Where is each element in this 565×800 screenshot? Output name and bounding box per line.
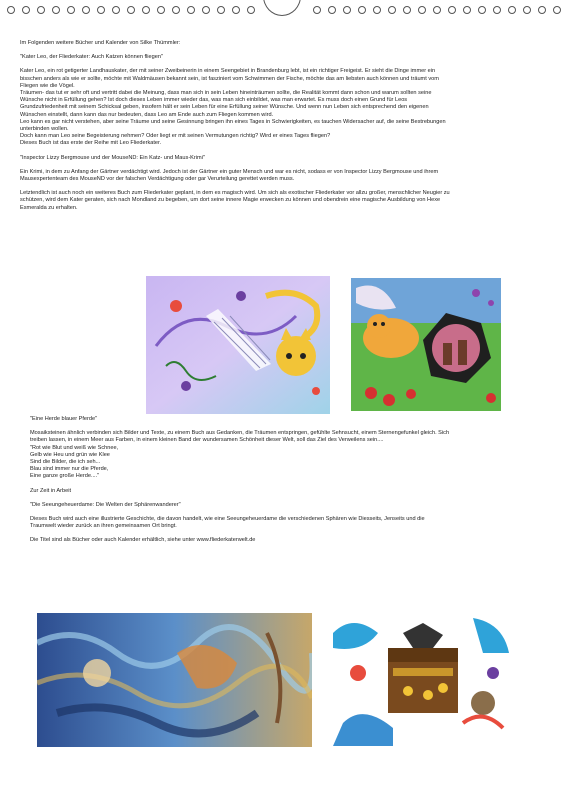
- book-title: "Kater Leo, der Fliederkater: Auch Katzen können fliegen": [20, 54, 163, 61]
- text-line: Grundzufriedenheit mit seinem Schicksal geben, insofern hält er sein Leben für eine Erfüllung seiner Wünsche. Und wenn nun Leben sich entsprechend den eigenen: [20, 104, 429, 111]
- binder-ring: [433, 6, 441, 14]
- text-line: Mausexpertenteam des MouseND vor der falschen Verdächtigung oder gar Verurteilung gerettet werden muss.: [20, 176, 295, 183]
- text-line: Leo kann es gar nicht verstehen, aber seine Träume und seine Gesinnung bringen ihn eines Tages in Schwierigkeiten, es tauchen Widersacher auf, die seine Bestrebungen: [20, 118, 446, 125]
- text-line: Doch kann man Leo seine Begeisterung nehmen? Oder liegt er mit seinen Vermutungen richtig? Wird er eines Tages fliegen?: [20, 133, 331, 140]
- poem-line: "Rot wie Blut und weiß wie Schnee,: [30, 444, 119, 451]
- binder-ring: [172, 6, 180, 14]
- intro-text: Im Folgenden weitere Bücher und Kalender von Silke Thümmler:: [20, 40, 181, 46]
- binder-ring: [418, 6, 426, 14]
- flying-cat-painting: [146, 276, 330, 414]
- winged-cat-painting: [351, 278, 501, 411]
- binder-rings: [0, 0, 565, 20]
- poem-line: Gelb wie Heu und grün wie Klee: [30, 451, 110, 458]
- text-line: Wünsche nicht in Erfüllung gehen? Ist doch dieses Leben immer wieder das, was man sich einbildet, was man erwartet. Es muss doch einen Grund für Leos: [20, 97, 408, 104]
- top-text: [20, 40, 545, 219]
- middle-text: [30, 416, 540, 552]
- binder-ring: [232, 6, 240, 14]
- binder-ring: [157, 6, 165, 14]
- binder-ring: [358, 6, 366, 14]
- binder-ring: [478, 6, 486, 14]
- binder-ring: [523, 6, 531, 14]
- text-line: Träumen- das tut er sehr oft und vertritt dabei die Meinung, dass man sich in sein Leben hineinträumen sollte, die Realität kommt dann schon und warum sollten seine: [20, 90, 432, 97]
- text-line: Ein Krimi, in dem zu Anfang der Gärtner verdächtigt wird. Jedoch ist der Gärtner ein guter Mensch und war es nicht, sodass er von Inspector Lizzy Bergmouse und ihrem: [20, 168, 439, 175]
- poem-line: Eine ganze große Herde....": [30, 473, 100, 480]
- treasure-chest-painting: [333, 613, 509, 746]
- text-line: Traumwelt wieder zurück an ihren gemeinsamen Ort bringt.: [30, 523, 177, 530]
- poem-line: Blau sind immer nur die Pferde,: [30, 466, 109, 473]
- text-line: Mosaiksteinen ähnlich verbinden sich Bilder und Texte, zu einem Buch aus Gedanken, die Träumen entspringen, gefühlte Sehnsucht, einem Sternengefunkel gleich. Sich: [30, 430, 450, 437]
- binder-hanger: [263, 0, 301, 16]
- binder-ring: [553, 6, 561, 14]
- binder-ring: [202, 6, 210, 14]
- binder-ring: [97, 6, 105, 14]
- text-line: Letztendlich ist auch noch ein weiteres Buch zum Fliederkater geplant, in dem es magisch wird. Um sich als exotischer Fliederkater vor allzu großer, menschlicher Neugier zu: [20, 190, 450, 197]
- text-line: Dieses Buch ist das erste der Reihe mit Leo Fliederkater.: [20, 140, 162, 147]
- binder-ring: [373, 6, 381, 14]
- binder-ring: [463, 6, 471, 14]
- binder-ring: [67, 6, 75, 14]
- binder-ring: [508, 6, 516, 14]
- binder-ring: [142, 6, 150, 14]
- poem-line: Sind die Bilder, die ich seh...: [30, 459, 101, 466]
- text-line: Esmeralda zu erhalten.: [20, 204, 78, 211]
- text-line: Wünschen einstellt, dann kann das nur bedeuten, dass Leo am Ende auch zum Fliegen kommen wird.: [20, 111, 274, 118]
- text-line: unterbinden wollen.: [20, 126, 69, 133]
- binder-ring: [538, 6, 546, 14]
- status-text: Zur Zeit in Arbeit: [30, 487, 72, 494]
- book-description: [30, 430, 540, 480]
- text-line: schützen, wird dem Kater geraten, sich nach Mondland zu begeben, um dort seine innere Magie erwecken zu können und obendrein eine magische Ausbildung von Hexe: [20, 197, 441, 204]
- binder-ring: [22, 6, 30, 14]
- text-line: Fliegen wie die Vögel.: [20, 82, 75, 89]
- binder-ring: [187, 6, 195, 14]
- binder-ring: [313, 6, 321, 14]
- binder-ring: [37, 6, 45, 14]
- text-line: bisschen anders als wie er sollte, möchte mit Waldmäusen bekannt sein, ist fasziniert vom Schwimmen der Fische, möchte das am liebsten auch können und träumt vom: [20, 75, 439, 82]
- binder-ring: [82, 6, 90, 14]
- book-title: "Eine Herde blauer Pferde": [30, 416, 98, 422]
- binder-ring: [112, 6, 120, 14]
- book-description: [20, 190, 545, 212]
- binder-ring: [328, 6, 336, 14]
- book-description: [20, 169, 545, 183]
- binder-ring: [448, 6, 456, 14]
- text-line: Dieses Buch wird auch eine illustrierte Geschichte, die davon handelt, wie eine Seeungeheuerdame die verschiedenen Sphären wie Diesseits, Jenseits und die: [30, 516, 425, 523]
- binder-ring: [343, 6, 351, 14]
- book-title: "Inspector Lizzy Bergmouse und der MouseND: Ein Katz- und Maus-Krimi": [20, 154, 205, 161]
- text-line: treiben lassen, in einem Meer aus Farben, in einem kleinen Band der wundersamen Schönheit dieser Welt, soll das Ziel des Verweilens sein....: [30, 437, 384, 444]
- sea-creature-painting: [37, 613, 312, 747]
- binder-ring: [127, 6, 135, 14]
- binder-ring: [217, 6, 225, 14]
- binder-ring: [388, 6, 396, 14]
- binder-ring: [493, 6, 501, 14]
- binder-ring: [7, 6, 15, 14]
- book-title: "Die Seeungeheuerdame: Die Welten der Sphärenwanderer": [30, 501, 181, 508]
- binder-ring: [52, 6, 60, 14]
- binder-ring: [247, 6, 255, 14]
- book-description: [30, 516, 540, 530]
- footer-text: Die Titel sind als Bücher oder auch Kalender erhältlich, siehe unter www.fliederkaterwelt.de: [30, 537, 256, 544]
- book-description: [20, 68, 545, 147]
- text-line: Kater Leo, ein rot getigerter Landhauskater, der mit seiner Zweibeinerin in einem Seengebiet in Brandenburg lebt, ist ein richtiger Freigeist. Er sieht die Dinge immer ein: [20, 68, 436, 75]
- binder-ring: [403, 6, 411, 14]
